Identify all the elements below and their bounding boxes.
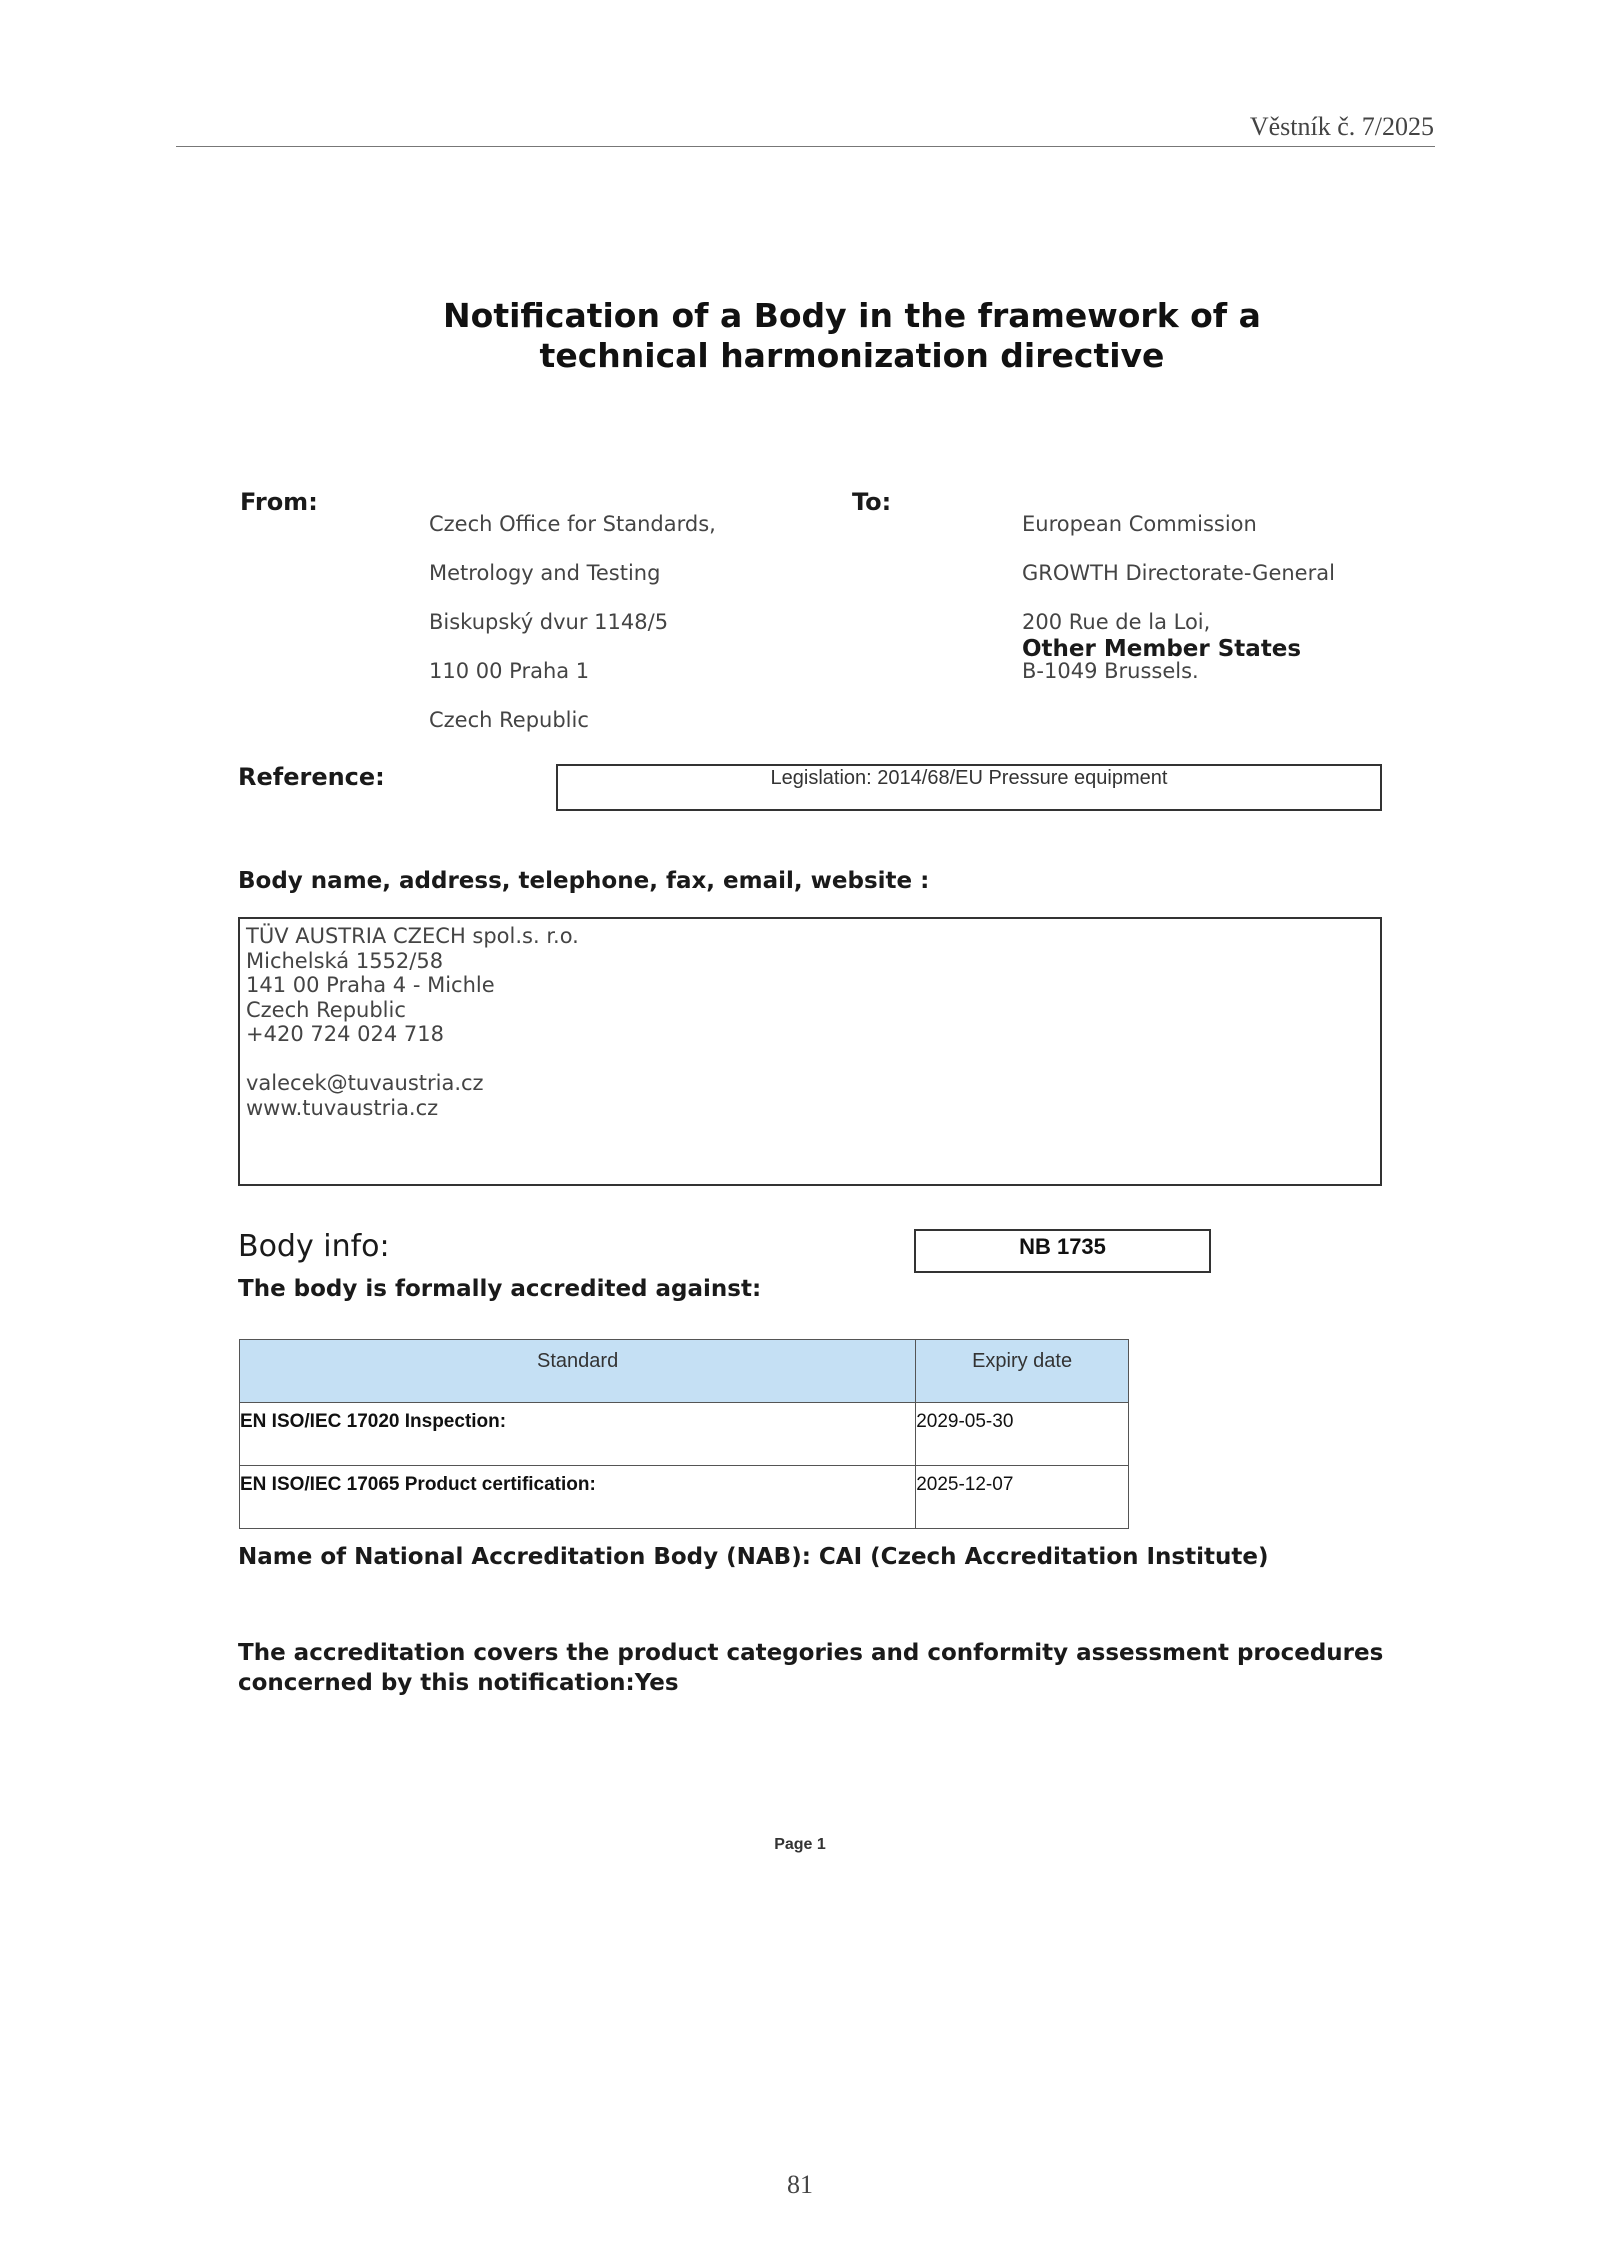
from-line: Biskupský dvur 1148/5 [429,609,669,634]
from-line: Czech Republic [429,707,589,732]
body-contact-box [238,917,1382,1186]
header-divider [176,146,1435,147]
table-row [240,1403,1129,1466]
journal-header: Věstník č. 7/2025 [1249,112,1434,141]
title-line-1: Notification of a Body in the framework of a [443,296,1261,335]
coverage-statement [238,1638,1383,1698]
nb-number-box [914,1229,1211,1273]
from-address [429,487,716,757]
coverage-line-2: concerned by this notification:Yes [238,1670,679,1696]
table-header-row [240,1340,1129,1403]
to-line: B-1049 Brussels. [1022,658,1199,683]
from-label: From: [240,488,318,516]
nab-statement: Name of National Accreditation Body (NAB): CAI (Czech Accreditation Institute) [238,1544,1269,1570]
expiry-cell: 2025-12-07 [916,1466,1129,1529]
body-line: TÜV AUSTRIA CZECH spol.s. r.o. [246,924,579,948]
from-line: Czech Office for Standards, [429,511,716,536]
body-info-label: Body info: [238,1229,390,1264]
to-line: GROWTH Directorate-General [1022,560,1335,585]
reference-value: Legislation: 2014/68/EU Pressure equipment [770,767,1168,789]
other-member-states: Other Member States [1022,636,1302,662]
expiry-cell: 2029-05-30 [916,1403,1129,1466]
document-title [300,296,1404,376]
to-address [1022,487,1335,708]
coverage-line-1: The accreditation covers the product categories and conformity assessment procedures [238,1640,1384,1666]
to-label: To: [852,488,892,516]
accreditation-table [239,1339,1129,1529]
from-line: 110 00 Praha 1 [429,658,590,683]
standard-cell: EN ISO/IEC 17065 Product certification: [240,1466,916,1529]
body-line: 141 00 Praha 4 - Michle [246,973,495,997]
body-line [246,1047,1374,1072]
body-line: +420 724 024 718 [246,1022,444,1046]
reference-label: Reference: [238,763,385,791]
page-label: Page 1 [774,1836,826,1853]
to-line: European Commission [1022,511,1257,536]
reference-box [556,764,1382,811]
body-line: Czech Republic [246,997,406,1022]
expiry-header: Expiry date [916,1340,1129,1403]
body-website: www.tuvaustria.cz [246,1095,439,1120]
accredited-label: The body is formally accredited against: [238,1276,762,1302]
title-line-2: technical harmonization directive [539,336,1165,375]
table-row [240,1466,1129,1529]
body-email: valecek@tuvaustria.cz [246,1071,484,1095]
standard-header: Standard [240,1340,916,1403]
to-line: 200 Rue de la Loi, [1022,609,1211,634]
standard-cell: EN ISO/IEC 17020 Inspection: [240,1403,916,1466]
nb-number: NB 1735 [1019,1234,1106,1259]
from-line: Metrology and Testing [429,560,661,585]
body-contact-label: Body name, address, telephone, fax, email, website : [238,868,930,894]
page-number: 81 [787,2170,813,2199]
body-line: Michelská 1552/58 [246,948,444,973]
body-contact-text [246,924,1374,1120]
